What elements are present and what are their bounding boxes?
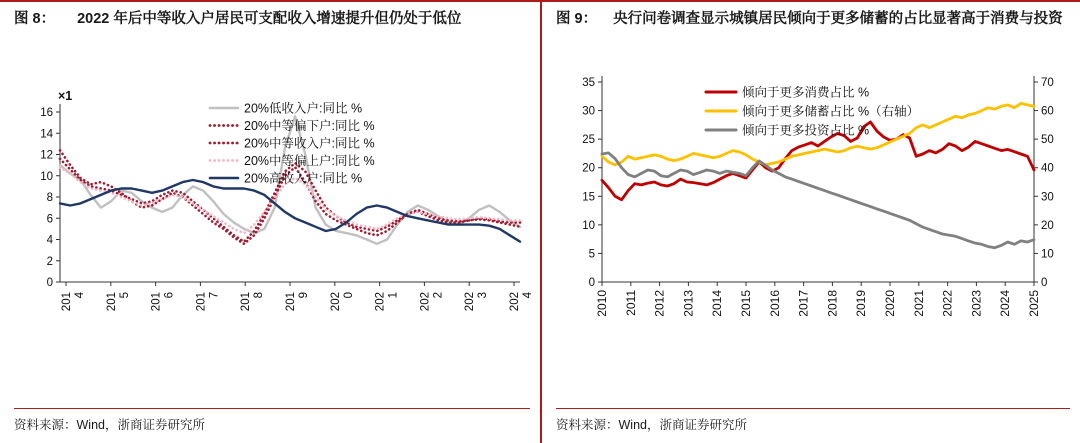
right-y-tick-label-right: 50 — [1041, 134, 1054, 147]
right-x-tick-label: 2020 — [883, 290, 897, 318]
right-series-line — [602, 153, 1034, 248]
right-y-tick-label-right: 70 — [1041, 77, 1054, 90]
right-x-tick-label: 2016 — [767, 290, 782, 318]
left-y-tick-label: 2 — [46, 256, 53, 269]
left-x-tick-label: 2016 — [150, 292, 176, 312]
right-x-tick-label: 2012 — [652, 290, 667, 318]
figure-9-title — [556, 8, 1070, 30]
right-y-tick-label-left: 25 — [582, 134, 595, 147]
right-legend-label: 倾向于更多投资占比 % — [742, 123, 870, 138]
right-x-tick-label: 2015 — [739, 290, 753, 318]
right-y-tick-label-right: 20 — [1041, 220, 1054, 233]
left-y-tick-label: 14 — [40, 128, 53, 141]
right-x-tick-label: 2019 — [854, 290, 869, 318]
left-y-tick-label: 8 — [46, 192, 53, 205]
left-y-tick-label: 12 — [40, 149, 53, 162]
right-y-tick-label-left: 35 — [582, 77, 595, 90]
right-top-rule — [542, 0, 1080, 2]
left-legend-label: 20%中等收入户:同比 % — [244, 136, 375, 151]
left-unit-label: ×1 — [58, 89, 73, 104]
right-y-tick-label-left: 20 — [582, 163, 595, 176]
right-y-tick-label-left: 10 — [582, 220, 595, 233]
right-x-tick-label: 2013 — [681, 290, 696, 318]
right-x-tick-label: 2023 — [969, 290, 984, 318]
right-x-tick-label: 2017 — [796, 290, 811, 318]
figure-9-title-text: 央行问卷调查显示城镇居民倾向于更多储蓄的占比显著高于消费与投资 — [613, 11, 1063, 27]
left-y-tick-label: 4 — [46, 234, 53, 247]
left-series-line — [60, 180, 520, 242]
figure-8-label: 图 8： — [14, 11, 56, 27]
left-top-rule — [0, 0, 540, 2]
left-x-tick-label: 2015 — [105, 292, 131, 312]
left-x-tick-label: 2021 — [374, 292, 400, 312]
figure-9-svg — [556, 34, 1076, 334]
right-y-tick-label-left: 30 — [582, 106, 595, 119]
right-y-tick-label-right: 40 — [1041, 163, 1054, 176]
left-x-tick-label: 2023 — [464, 292, 490, 312]
left-x-tick-label: 2019 — [285, 292, 310, 312]
figure-8-chart — [14, 34, 534, 334]
figure-8-title-text: 2022 年后中等收入户居民可支配收入增速提升但仍处于低位 — [77, 11, 462, 27]
left-x-tick-label: 2020 — [329, 292, 355, 312]
left-y-tick-label: 16 — [40, 107, 53, 120]
right-y-tick-label-right: 0 — [1041, 277, 1048, 290]
left-y-tick-label: 10 — [40, 171, 53, 184]
figure-9-panel — [540, 0, 1080, 443]
figure-9-source: 资料来源：Wind，浙商证券研究所 — [556, 418, 747, 432]
right-y-tick-label-right: 60 — [1041, 106, 1054, 119]
left-x-tick-label: 2022 — [419, 292, 445, 312]
right-x-tick-label: 2014 — [710, 290, 725, 318]
right-legend-label: 倾向于更多消费占比 % — [742, 85, 870, 100]
left-x-tick-label: 2017 — [195, 292, 221, 312]
figure-9-chart — [556, 34, 1070, 334]
right-x-tick-label: 2025 — [1027, 290, 1041, 318]
right-y-tick-label-left: 5 — [588, 248, 595, 261]
right-y-tick-label-right: 30 — [1041, 191, 1054, 204]
left-y-tick-label: 6 — [46, 213, 53, 226]
left-y-tick-label: 0 — [46, 277, 53, 290]
right-source-rule — [556, 408, 1070, 410]
right-legend-label: 倾向于更多储蓄占比 %（右轴） — [742, 104, 920, 119]
left-legend-label: 20%低收入户:同比 % — [244, 101, 363, 116]
right-x-tick-label: 2011 — [623, 290, 638, 317]
left-x-tick-label: 2018 — [240, 292, 266, 312]
left-legend-label: 20%高收入户:同比 % — [244, 171, 363, 186]
left-source-rule — [14, 408, 530, 410]
left-x-tick-label: 2014 — [61, 292, 86, 312]
left-legend-label: 20%中等偏下户:同比 % — [244, 119, 375, 134]
right-x-tick-label: 2022 — [940, 290, 955, 318]
left-legend-label: 20%中等偏上户:同比 % — [244, 154, 375, 169]
right-x-tick-label: 2010 — [595, 290, 609, 318]
figure-8-source: 资料来源：Wind，浙商证券研究所 — [14, 418, 205, 432]
right-x-tick-label: 2024 — [998, 290, 1013, 318]
figure-8-svg — [14, 34, 534, 334]
right-x-tick-label: 2018 — [825, 290, 840, 318]
figure-9-label: 图 9： — [556, 11, 598, 27]
right-y-tick-label-right: 10 — [1041, 248, 1054, 261]
right-x-tick-label: 2021 — [911, 290, 926, 318]
left-x-tick-label: 2024 — [509, 292, 534, 312]
figure-8-title — [14, 8, 530, 30]
right-y-tick-label-left: 0 — [588, 277, 595, 290]
right-y-tick-label-left: 15 — [582, 191, 595, 204]
